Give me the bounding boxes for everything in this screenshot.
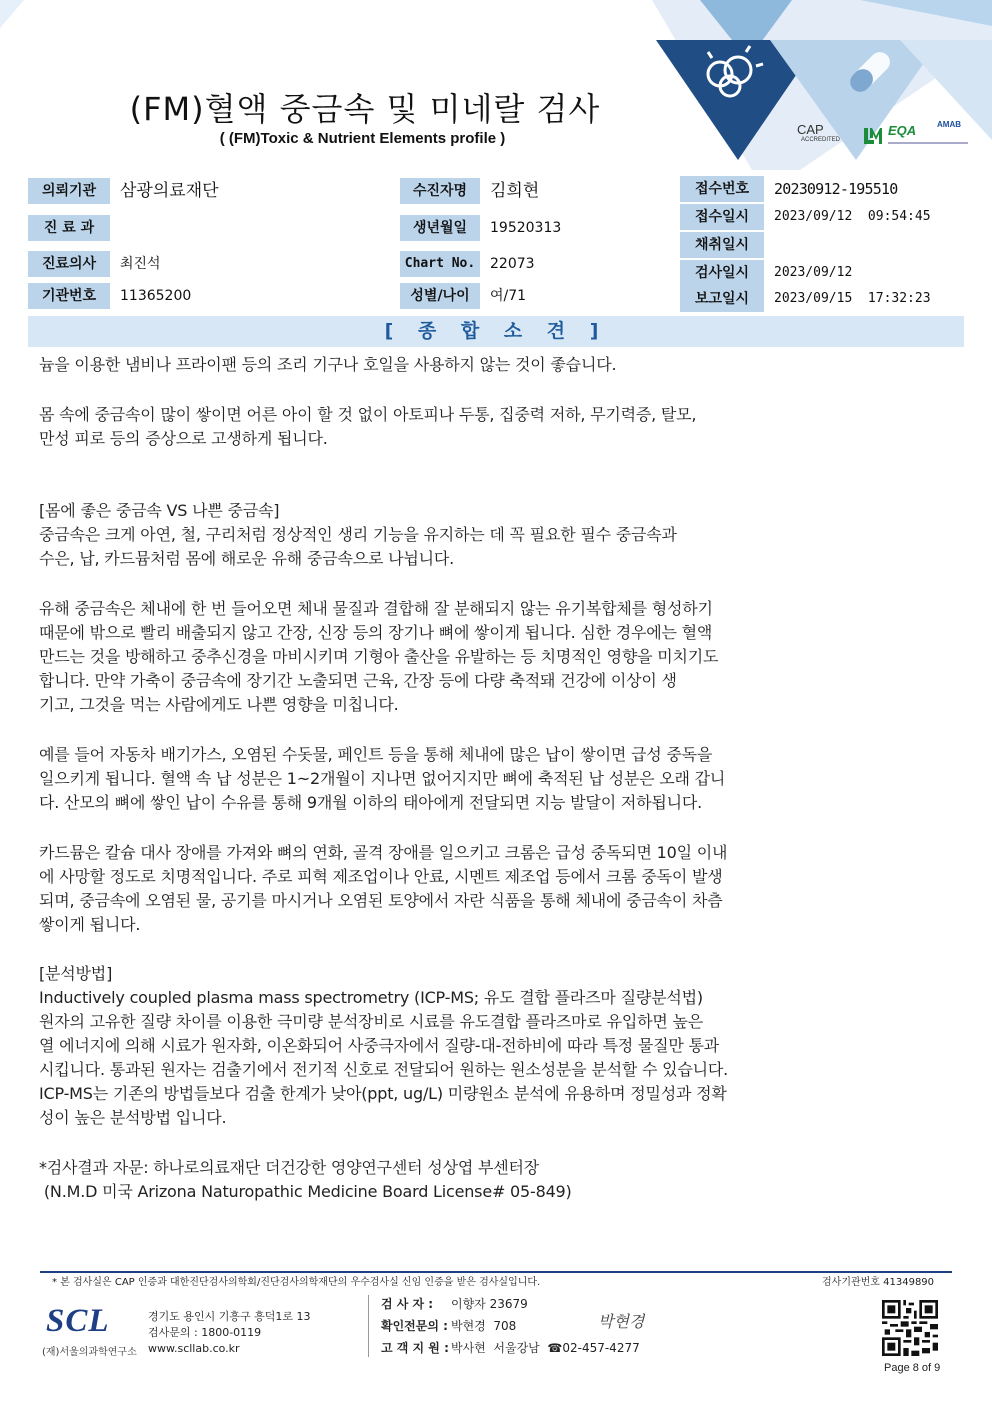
chart-label: Chart No. (400, 251, 480, 277)
birth-label: 생년월일 (400, 215, 480, 241)
amab-logo: AMAB (937, 120, 961, 129)
body-line: 합니다. 만약 가축이 중금속에 장기간 노출되면 근육, 간장 등에 다량 축적돼 건강에 이상이 생 (39, 671, 677, 690)
body-line: [분석방법] (39, 964, 113, 983)
body-line: 에 사망할 정도로 치명적입니다. 주로 피혁 제조업이나 안료, 시멘트 제조업 등에서 크롬 중독이 발생 (39, 867, 723, 886)
summary-heading: [ 종 합 소 견 ] (28, 316, 964, 347)
body-line: 열 에너지에 의해 시료가 원자화, 이온화되어 사중극자에서 질량-대-전하비에 따라 특정 물질만 통과 (39, 1036, 720, 1055)
sex-age-label: 성별/나이 (400, 283, 480, 309)
body-line: 유해 중금속은 체내에 한 번 들어오면 체내 물질과 결합해 잘 분해되지 않는 유기복합체를 형성하기 (39, 599, 713, 618)
body-line: 되며, 중금속에 오염된 물, 공기를 마시거나 오염된 토양에서 자란 식품을 통해 체내에 중금속이 차츰 (39, 891, 723, 910)
logo-underline (888, 142, 968, 144)
receipt-time-label: 접수일시 (680, 204, 764, 230)
body-line: [몸에 좋은 중금속 VS 나쁜 중금속] (39, 501, 280, 520)
specialist-value: 박현경 708 (451, 1319, 517, 1333)
institution-value: 삼광의료재단 (120, 181, 219, 201)
report-subtitle: ( (FM)Toxic & Nutrient Elements profile ) (219, 130, 506, 147)
cap-logo: CAP ACCREDITED (797, 122, 841, 143)
body-line: *검사결과 자문: 하나로의료재단 더건강한 영양연구센터 성상엽 부센터장 (39, 1158, 539, 1177)
body-line: 시킵니다. 통과된 원자는 검출기에서 전기적 신호로 전달되어 원하는 원소성분을 분석할 수 있습니다. (39, 1060, 729, 1079)
tester-value: 이향자 23679 (451, 1297, 528, 1311)
body-line: 다. 산모의 뼈에 쌓인 납이 수유를 통해 9개월 이하의 태아에게 전달되면 지능 발달이 저하됩니다. (39, 793, 702, 812)
collect-label: 채취일시 (680, 232, 764, 258)
body-line: 늄을 이용한 냄비나 프라이팬 등의 조리 기구나 호일을 사용하지 않는 것이 좋습니다. (39, 355, 617, 374)
body-line: 때문에 밖으로 빨리 배출되지 않고 간장, 신장 등의 장기나 뼈에 쌓이게 됩니다. 심한 경우에는 혈액 (39, 623, 713, 642)
support-value: 박사현 서울강남 ☎02-457-4277 (451, 1341, 640, 1355)
body-line: Inductively coupled plasma mass spectrometry (ICP-MS; 유도 결합 플라즈마 질량분석법) (39, 988, 703, 1007)
body-line: 만드는 것을 방해하고 중추신경을 마비시키며 기형아 출산을 유발하는 등 치명적인 영향을 미치기도 (39, 647, 719, 666)
patient-label: 수진자명 (400, 178, 480, 204)
body-line: 일으키게 됩니다. 혈액 속 납 성분은 1~2개월이 지나면 없어지지만 뼈에 축적된 납 성분은 오래 갑니 (39, 769, 726, 788)
scl-logo: SCL (46, 1303, 110, 1339)
body-line: 카드뮴은 칼슘 대사 장애를 가져와 뼈의 연화, 골격 장애를 일으키고 크롬은 급성 중독되면 10일 이내 (39, 843, 728, 862)
support-label: 고 객 지 원 : (381, 1341, 449, 1355)
org-contact (148, 1309, 311, 1357)
patient-info-table (28, 176, 964, 310)
accreditation-logos (797, 122, 969, 152)
receipt-no-value: 20230912-195510 (774, 180, 898, 198)
specialist-label: 확인전문의 : (381, 1319, 448, 1333)
report-value: 2023/09/15 17:32:23 (774, 291, 931, 306)
body-line: 예를 들어 자동차 배기가스, 오염된 수돗물, 페인트 등을 통해 체내에 많은 납이 쌓이면 급성 중독을 (39, 745, 713, 764)
body-line: 중금속은 크게 아연, 철, 구리처럼 정상적인 생리 기능을 유지하는 데 꼭 필요한 필수 중금속과 (39, 525, 677, 544)
agency-number: 검사기관번호 41349890 (822, 1277, 935, 1288)
signature: 박현경 (598, 1312, 645, 1331)
lm-logo (863, 126, 883, 146)
body-line: 기고, 그것을 먹는 사람에게도 나쁜 영향을 미칩니다. (39, 695, 399, 714)
dept-label: 진 료 과 (28, 215, 110, 241)
tester-label: 검 사 자 : (381, 1297, 434, 1311)
institution-label: 의뢰기관 (28, 178, 110, 204)
chart-value: 22073 (490, 256, 535, 272)
dept-value (112, 215, 392, 241)
footer-separator (368, 1295, 369, 1357)
doctor-label: 진료의사 (28, 251, 110, 277)
body-line: ICP-MS는 기존의 방법들보다 검출 한계가 낮아(ppt, ug/L) 미량원소 분석에 유용하며 정밀성과 정확 (39, 1084, 727, 1103)
doctor-value: 최진석 (120, 256, 161, 272)
org-website[interactable]: www.scllab.co.kr (148, 1342, 240, 1355)
birth-value: 19520313 (490, 220, 562, 236)
report-label: 보고일시 (680, 286, 764, 312)
eqa-logo: EQA (888, 123, 917, 138)
org-inquiry: 검사문의 : 1800-0119 (148, 1326, 262, 1339)
sex-age-value: 여/71 (490, 288, 527, 304)
receipt-no-label: 접수번호 (680, 176, 764, 202)
org-address: 경기도 용인시 기흥구 흥덕1로 13 (148, 1310, 311, 1323)
body-line: 원자의 고유한 질량 차이를 이용한 극미량 분석장비로 시료를 유도결합 플라즈마로 유입하면 높은 (39, 1012, 703, 1031)
body-line: 쌓이게 됩니다. (39, 915, 141, 934)
body-line: 몸 속에 중금속이 많이 쌓이면 어른 아이 할 것 없이 아토피나 두통, 집중력 저하, 무기력증, 탈모, (39, 405, 697, 424)
code-label: 기관번호 (28, 283, 110, 309)
report-title: (FM)혈액 중금속 및 미네랄 검사 (129, 90, 601, 128)
collect-value (766, 232, 964, 258)
org-name: (재)서울의과학연구소 (42, 1347, 137, 1358)
page-number: Page 8 of 9 (884, 1362, 941, 1374)
test-date-value: 2023/09/12 (774, 265, 853, 280)
body-line: 만성 피로 등의 증상으로 고생하게 됩니다. (39, 429, 328, 448)
patient-value: 김희현 (490, 181, 540, 201)
code-value: 11365200 (120, 288, 192, 304)
receipt-time-value: 2023/09/12 09:54:45 (774, 209, 931, 224)
qr-code-icon (882, 1300, 938, 1356)
test-date-label: 검사일시 (680, 260, 764, 286)
body-line: 성이 높은 분석방법 입니다. (39, 1108, 227, 1127)
body-line: (N.M.D 미국 Arizona Naturopathic Medicine Board License# 05-849) (39, 1182, 572, 1201)
body-line: 수은, 납, 카드뮴처럼 몸에 해로운 유해 중금속으로 나뉩니다. (39, 549, 455, 568)
accreditation-note: * 본 검사실은 CAP 인증과 대한진단검사의학회/진단검사의학재단의 우수검사실 신임 인증을 받은 검사실입니다. (52, 1277, 541, 1288)
